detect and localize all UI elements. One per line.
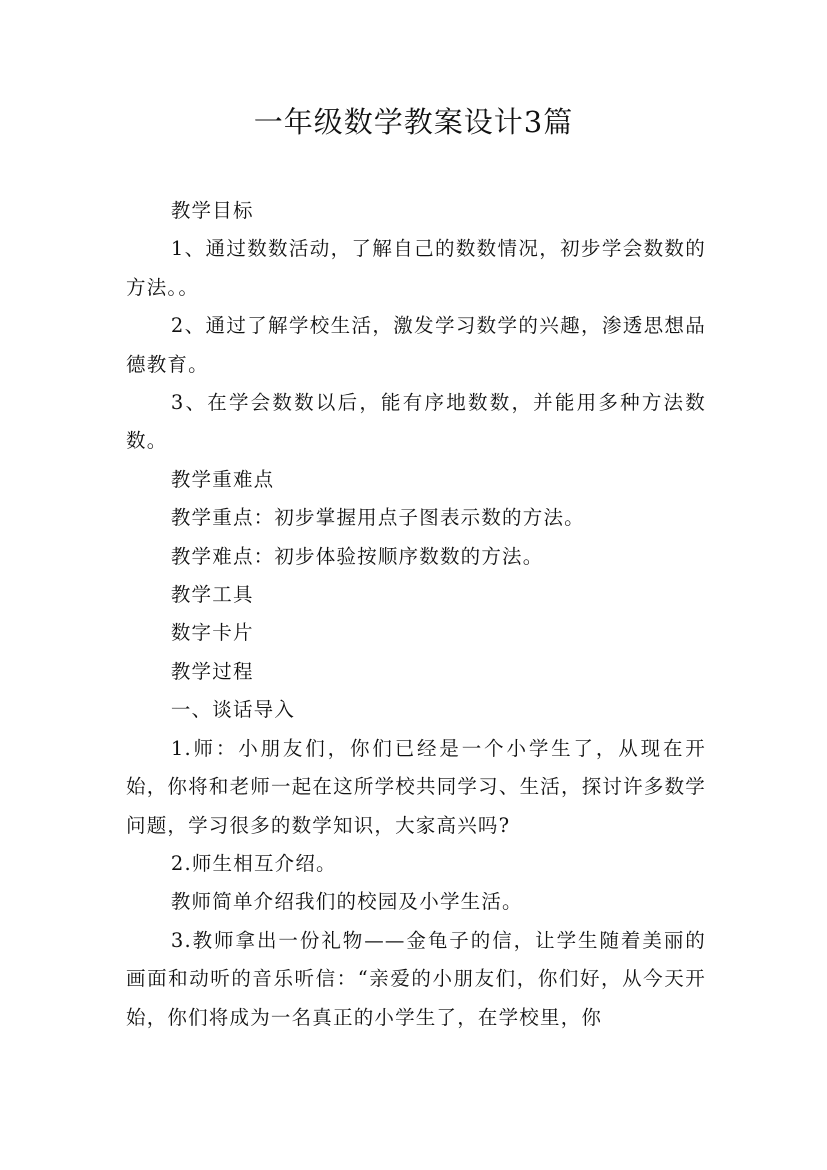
document-body — [126, 192, 706, 1037]
paragraph: 3、在学会数数以后，能有序地数数，并能用多种方法数数。 — [126, 391, 706, 453]
paragraph: 教师简单介绍我们的校园及小学生活。 — [170, 890, 523, 914]
paragraph: 数字卡片 — [170, 621, 254, 645]
document-title: 一年级数学教案设计3篇 — [253, 105, 574, 139]
paragraph: 一、谈话导入 — [170, 698, 296, 722]
paragraph: 教学目标 — [170, 199, 254, 222]
paragraph: 1.师：小朋友们，你们已经是一个小学生了，从现在开始，你将和老师一起在这所学校共同学习、生活，探讨许多数学问题，学习很多的数学知识，大家高兴吗? — [126, 736, 706, 837]
paragraph: 教学过程 — [170, 659, 254, 683]
paragraph: 教学重点：初步掌握用点子图表示数的方法。 — [170, 506, 585, 530]
paragraph: 1、通过数数活动，了解自己的数数情况，初步学会数数的方法。。 — [126, 237, 706, 299]
paragraph: 教学难点：初步体验按顺序数数的方法。 — [170, 544, 544, 568]
paragraph: 教学重难点 — [170, 467, 275, 491]
paragraph: 2、通过了解学校生活，激发学习数学的兴趣，渗透思想品德教育。 — [126, 314, 706, 376]
paragraph: 3.教师拿出一份礼物——金龟子的信，让学生随着美丽的画面和动听的音乐听信：“亲爱的小朋友们，你们好，从今天开始，你们将成为一名真正的小学生了，在学校里，你 — [126, 928, 706, 1029]
paragraph: 2.师生相互介绍。 — [170, 851, 337, 875]
paragraph: 教学工具 — [170, 583, 254, 607]
